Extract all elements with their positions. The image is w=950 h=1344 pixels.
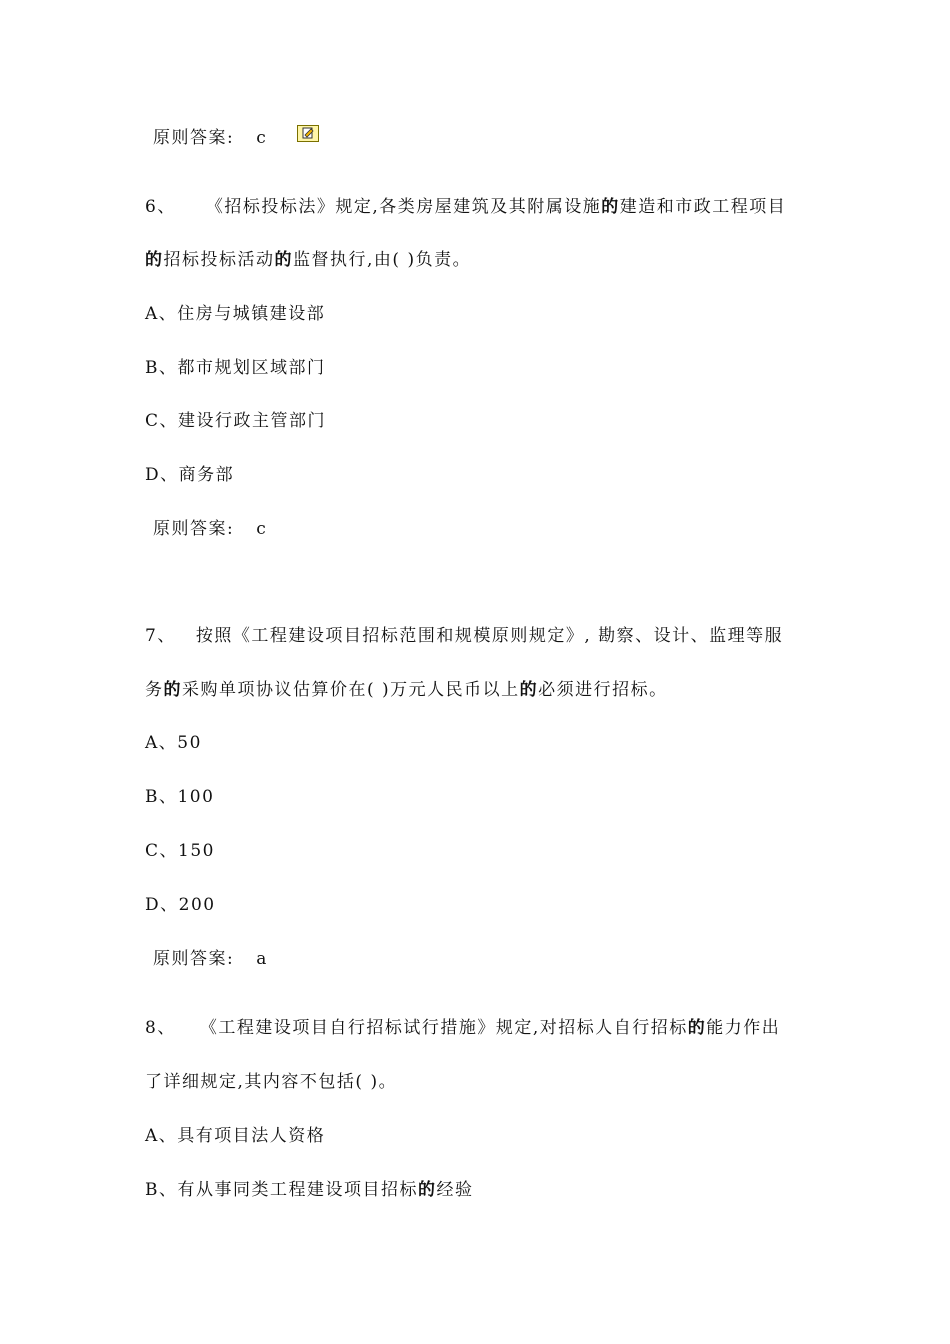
question-8-stem-line-1 (145, 1018, 780, 1038)
question-7-stem-line-1 (145, 626, 783, 646)
option-text-bold: 的 (418, 1180, 437, 1200)
question-text: 建造和市政工程项目 (619, 197, 787, 217)
answer-value: a (256, 949, 268, 969)
question-6-stem-line-2 (145, 250, 471, 270)
question-text: 采购单项协议估算价在( )万元人民币以上 (182, 680, 520, 700)
option-a: A、住房与城镇建设部 (145, 304, 326, 324)
option-d: D、200 (145, 895, 216, 915)
answer-value: c (256, 519, 268, 539)
question-text: 《工程建设项目自行招标试行措施》规定,对招标人自行招标 (199, 1018, 688, 1038)
answer-label: 原则答案: (153, 949, 235, 969)
answer-line-5 (153, 128, 267, 148)
question-text: 招标投标活动 (163, 250, 275, 270)
answer-label: 原则答案: (153, 128, 235, 148)
question-7-stem-line-2 (145, 680, 668, 700)
answer-value: c (256, 128, 268, 148)
question-text: 务 (145, 680, 164, 700)
option-c: C、建设行政主管部门 (145, 411, 327, 431)
option-b: B、100 (145, 787, 215, 807)
question-text-bold: 的 (687, 1018, 707, 1038)
option-a: A、50 (145, 733, 202, 753)
option-b (145, 1180, 474, 1200)
question-text-bold: 的 (519, 680, 539, 700)
question-text-bold: 的 (274, 250, 293, 270)
answer-label: 原则答案: (153, 519, 235, 539)
question-number: 6、 (145, 197, 176, 217)
option-c: C、150 (145, 841, 215, 861)
question-6-stem-line-1 (145, 197, 786, 217)
question-text-bold: 的 (163, 680, 182, 700)
question-text: 必须进行招标。 (538, 680, 668, 700)
question-number: 7、 (145, 626, 176, 646)
question-text: 能力作出 (706, 1018, 781, 1038)
option-text: 经验 (436, 1180, 474, 1200)
question-text-bold: 的 (601, 197, 620, 217)
answer-line-6 (153, 519, 267, 539)
question-8-stem-line-2: 了详细规定,其内容不包括( )。 (145, 1072, 398, 1092)
question-text: 监督执行,由( )负责。 (293, 250, 472, 270)
answer-line-7 (153, 949, 268, 969)
option-b: B、都市规划区域部门 (145, 358, 326, 378)
option-text: B、有从事同类工程建设项目招标 (145, 1180, 418, 1200)
option-a: A、具有项目法人资格 (145, 1126, 326, 1146)
edit-note-icon[interactable] (297, 125, 319, 142)
question-text-bold: 的 (145, 250, 164, 270)
question-number: 8、 (145, 1018, 176, 1038)
question-text: 按照《工程建设项目招标范围和规模原则规定》, 勘察、设计、监理等服 (195, 626, 784, 646)
option-d: D、商务部 (145, 465, 235, 485)
question-text: 《招标投标法》规定,各类房屋建筑及其附属设施 (205, 197, 602, 217)
